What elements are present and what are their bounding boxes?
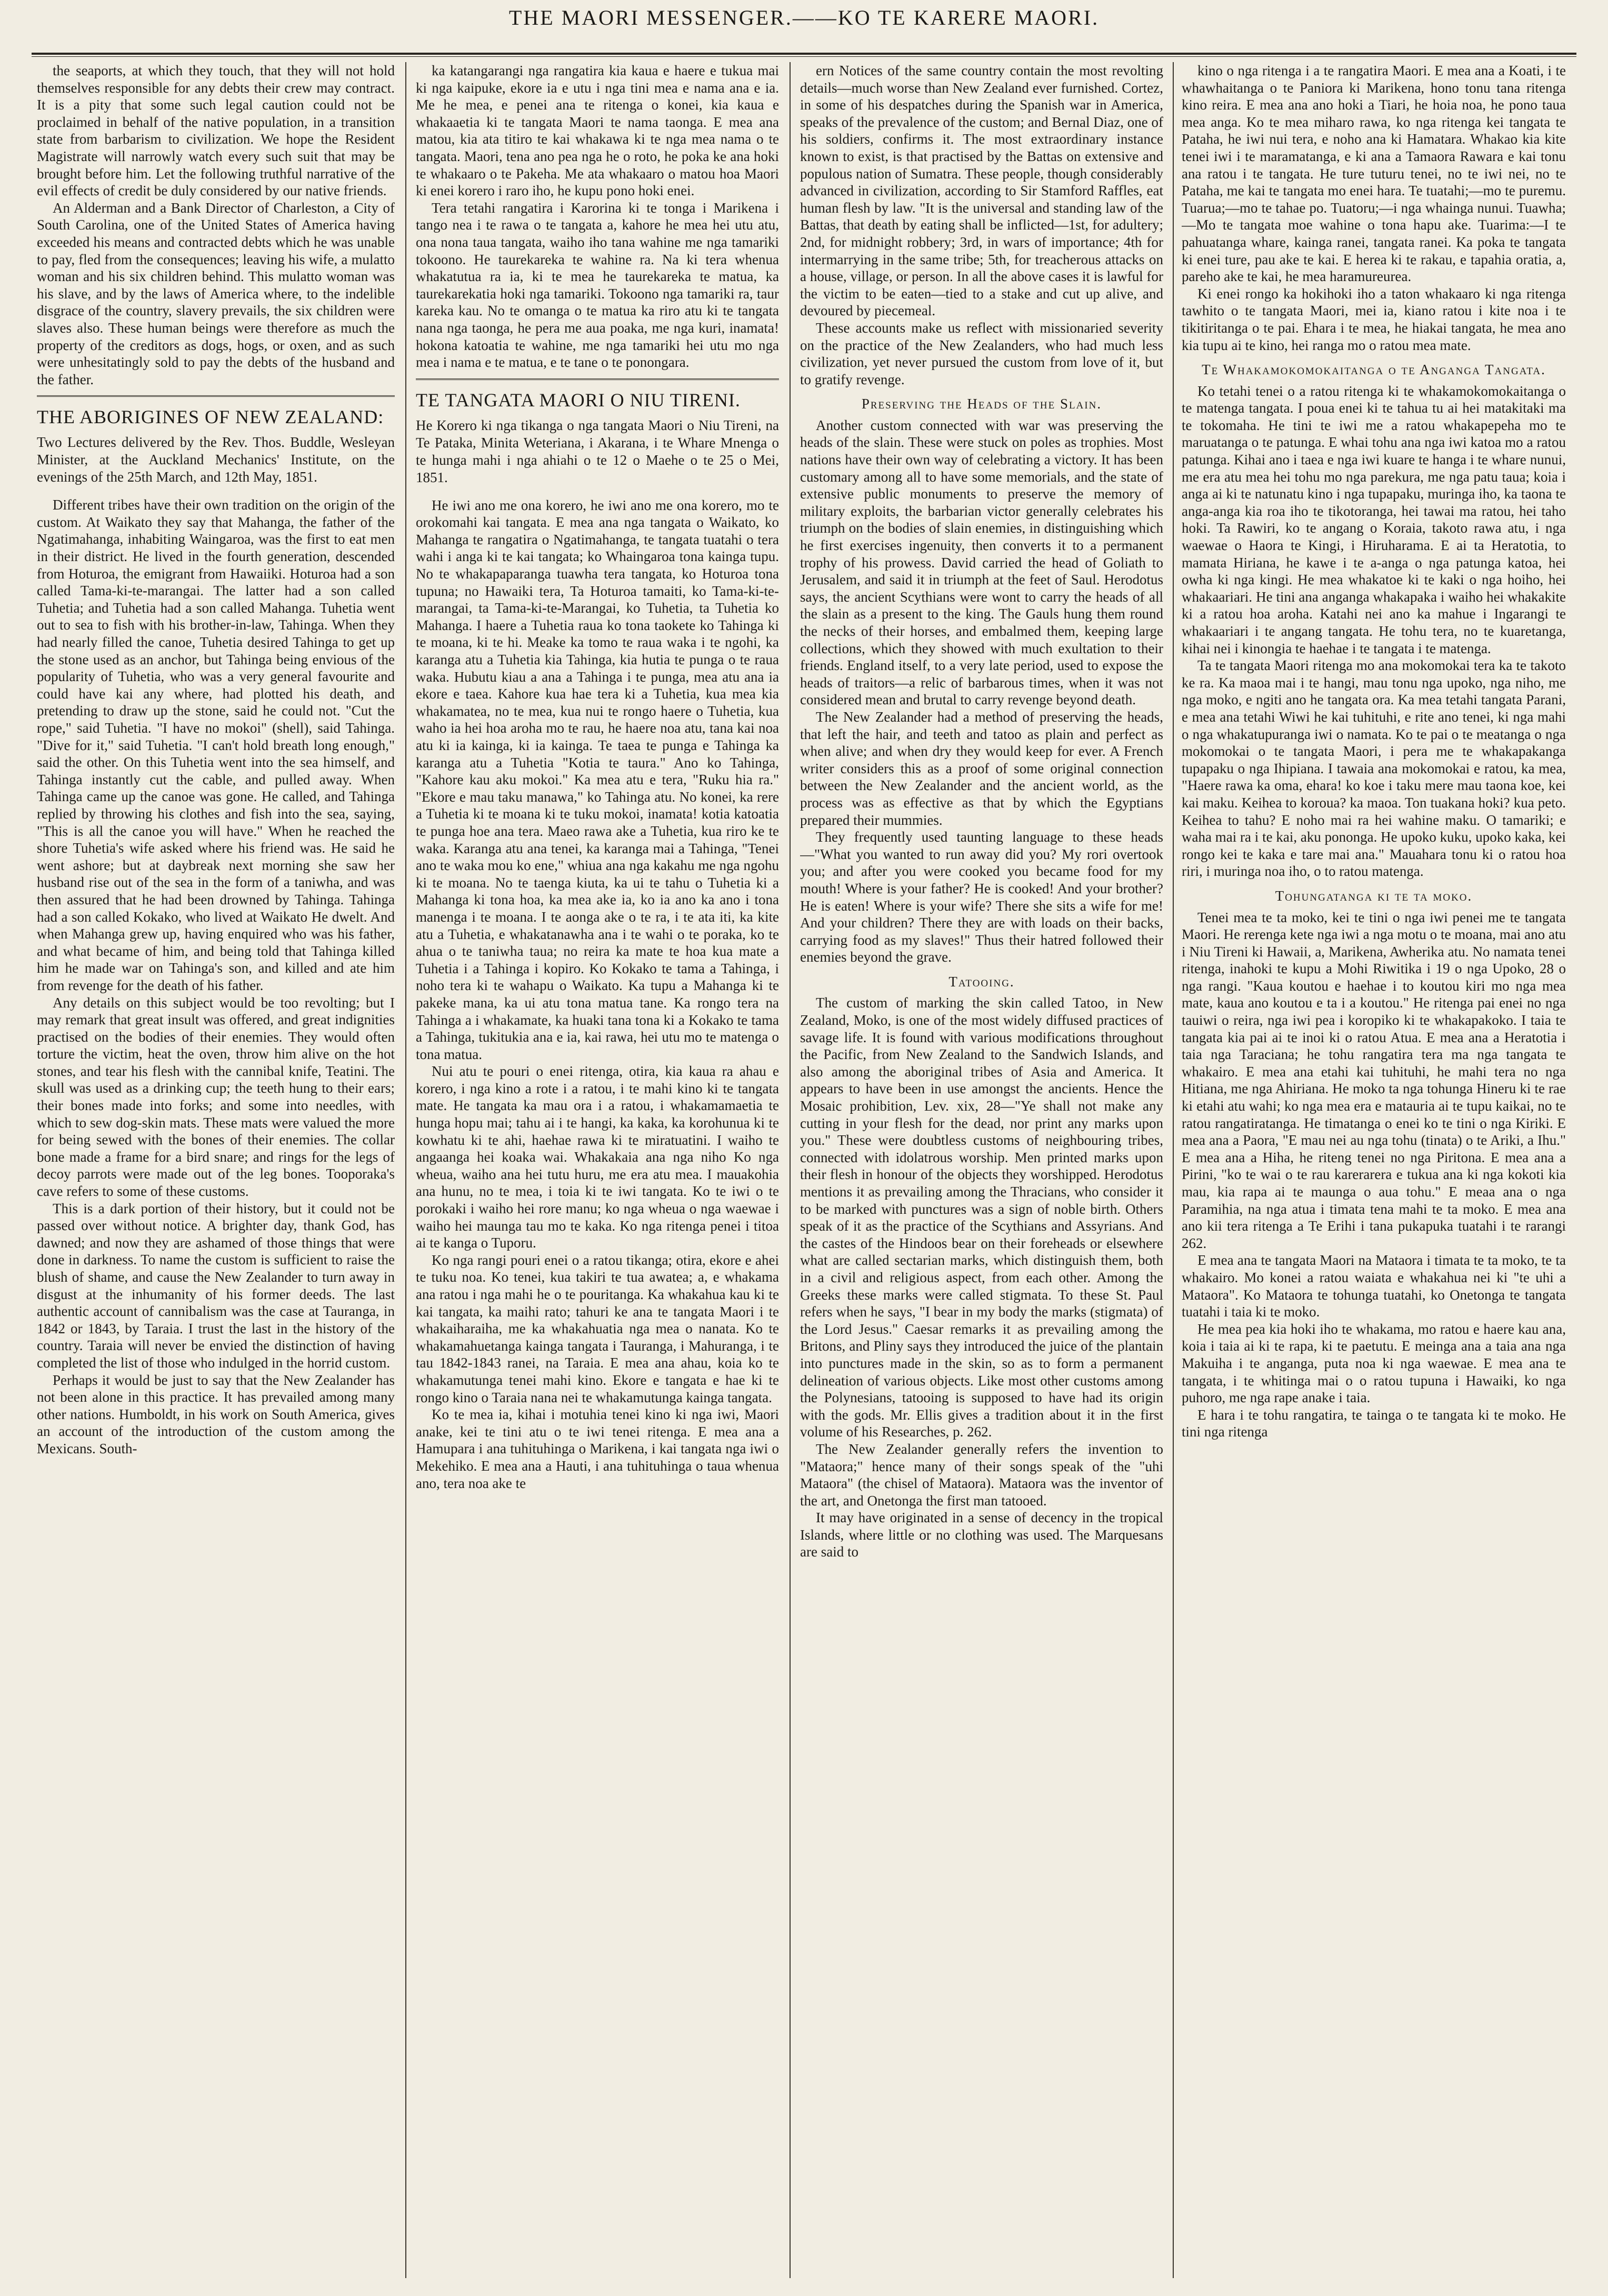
- paragraph: Perhaps it would be just to say that the New Zealander has not been alone in this practice. It has prevailed among many other nations. Humboldt, in his work on South America, gives an account of the introduction of the custom among the Mexicans. South-: [37, 1372, 395, 1456]
- paragraph: He iwi ano me ona korero, he iwi ano me ona korero, mo te orokomahi kai tangata. E mea ana nga tangata o Waikato, ko Mahanga te rangatira o Ngatimahanga, te tangata tuatahi o tera wahi i anga ki te kai tangata; ko Whaingaroa tona kainga tupu. No te whakapaparanga tuawha tera tangata, ko Hoturoa tona tupuna; no Hawaiki tera, Ta Hoturoa tamaiti, ko Tama-ki-te-marangai, ta Tama-ki-te-Marangai, ko Tuhetia, ta Tuhetia ko Mahanga. I haere a Tuhetia raua ko tona taokete ko Tahinga ki te moana, ki te hi. Meake ka tomo te raua waka i te ngohi, ka karanga atu a Tuhetia kia Tahinga, kia hutia te punga o te raua waka. Hubutu kiau a ana a Tahinga i te punga, mea atu ana ia ekore e taea. Kahore kua hae tera ki a Tuhetia, kua mea kia whakamatea, no te mea, kua nui te rongo haere o Tuhetia, kua waho ia hei hoa aroha mo te rau, he haere noa atu, tana kai noa atu ki ia kainga, ki ia kainga. Te taea te punga e Tahinga ka karanga atu a Tuhetia "Kotia te taura." Ano ko Tahinga, "Kahore kau aku mokoi." Ka mea atu e tera, "Ruku hia ra." "Ekore e mau taku manawa," ko Tahinga atu. No konei, ka rere a Tuhetia ki te moana ki te tuku mokoi, inamata! kotia katoatia te punga hoe ana tera. Maeo rawa ake a Tuhetia, kua riro ke te waka. Karanga atu ana tenei, ka karanga mai a Tahinga, "Tenei ano te waka mou ko ene," whiua ana nga kakahu me nga ngohu ki te moana. No te taenga kiuta, ka ui te tahu o Tuhetia ki a Mahanga ki tona hoa, ka mea ake ia, ko ia ano ka ano i tona manenga i te moana. I te aonga ake o te ra, i te ata iti, ka kite atu a Tuhetia, e whakatanawha ana i te wahi o te poraka, ko te ahua o te taniwha taua; no reira ka mate te hoa kua mate a Tuhetia i a Tahinga i kopiro. Ko Kokako te tama a Tahinga, i noho tera ki te wahapu o Waikato. Ka tupu a Mahanga ki te pakeke mana, ka ui atu tona matua tane. Ka rongo tera na Tahinga a i whakamate, ka huaki tana tona ki a Kokako te tama a Tahinga, tukitukia ana e ia, kai rawa, hei utu mo te matenga o tona matua.: [416, 497, 779, 1062]
- paragraph: These accounts make us reflect with missionaried severity on the practice of the New Zealanders, who had much less civilization, yet never pursued the custom from love of it, but to gratify revenge.: [800, 320, 1163, 387]
- paragraph: Ko nga rangi pouri enei o a ratou tikanga; otira, ekore e ahei te tuku noa. Ko tenei, kua takiri te tua awatea; a, e whakama ana ratou i nga mahi he o te pouritanga. Ka whakahua kau ki te kai tangata, ka maihi rato; tahuri ke ana te tangata Maori i te whakaiharaiha, me ka whakahuatia nga mea o nanata. Ko te whakamahuetanga kainga tangata i Tauranga, i Mahuranga, i te tau 1842-1843 ranei, na Taraia. E mea ana ahau, koia ko te whakamutunga tenei mahi kino. Ekore e tangata e hae ki te rongo kino o Taraia nana nei te whakamutunga kainga tangata.: [416, 1252, 779, 1405]
- column-4: [1182, 62, 1566, 2278]
- column-3: [800, 62, 1163, 2278]
- column-divider: [405, 62, 406, 2278]
- paragraph: Tera tetahi rangatira i Karorina ki te tonga i Marikena i tango nea i te rawa o te tangata a, kahore he mea hei utu atu, ona nona taua tangata, waiho iho tana wahine me nga tamariki tokoono. He taurekareka te wahine ra. Na ki tera whenua whakatutua ra ia, ki te mea he taurekareka te matua, ka taurekarekatia hoki nga tamariki. Tokoono nga tamariki ra, taur kareka kau. No te omanga o te matua ka riro atu ki te tangata nana nga taonga, he pera me aua poaka, me nga kuri, inamata! hokona katoatia te wahine, me nga tamariki hei utu mo nga mea i nama e te matua, e te tane o te ponongara.: [416, 199, 779, 371]
- paragraph: An Alderman and a Bank Director of Charleston, a City of South Carolina, one of the United States of America having exceeded his means and contracted debts which he was unable to pay, fled from the consequences; leaving his wife, a mulatto woman and his six children behind. This mulatto woman was his slave, and by the laws of America where, to the indelible disgrace of the country, slavery prevails, the six children were slaves also. These human beings were therefore as much the property of the creditors as dogs, hogs, or oxen, and as such were unhesitatingly sold to pay the debts of the husband and the father.: [37, 199, 395, 387]
- column-divider: [790, 62, 791, 2278]
- paragraph: Ko te mea ia, kihai i motuhia tenei kino ki nga iwi, Maori anake, kei te tini atu o te iwi tenei ritenga. E mea ana a Hamupara i ana tuhituhinga o Marikena, i kai tangata nga iwi o Mekehiko. E mea ana a Hauti, i ana tuhituhinga o taua whenua ano, tera noa ake te: [416, 1406, 779, 1491]
- sub-heading: Tohungatanga ki te ta moko.: [1275, 887, 1473, 904]
- paragraph: Nui atu te pouri o enei ritenga, otira, kia kaua ra ahau e korero, i nga kino a rote i a ratou, i te mahi kino ki te tangata mate. He tangata ka mau ora i a ratou, i whakamamaetia te hunga hopu mai; tahu ai i te hangi, ka kaka, ka korohunua ki te kowhatu ki te ahi, haehae rawa ki te miratuatini. I waiho te angaanga hei koaka wai. Whakakaia ana nga niho Ko nga wheua, waiho ana hei tutu huru, me era atu mea. I mauakohia ana hunu, no te mea, i toia ki te iwi tangata. Ko te iwi o te porokaki i waiho hei rore manu; ko nga wheua o nga waewae i waiho hei maunga tau mo te kaka. Ko nga ritenga penei i titoa ai te kanga o Tuporu.: [416, 1063, 779, 1251]
- paragraph: Different tribes have their own tradition on the origin of the custom. At Waikato they say that Mahanga, the father of the Ngatimahanga, inhabiting Waingaroa, was the first to eat men in their district. He lived in the fourth generation, descended from Hoturoa, the emigrant from Hawaiiki. Hoturoa had a son called Tama-ki-te-marangai. The latter had a son called Tuhetia; and Tuhetia had a son called Mahanga. Tuhetia went out to sea to fish with his brother-in-law, Tahinga. When they had nearly filled the canoe, Tuhetia desired Tahinga to get up the stone used as an anchor, but Tahinga being envious of the popularity of Tuhetia, who was a very general favourite and could have kai any where, had plotted his death, and pretending to draw up the stone, said he could not. "Cut the rope," said Tuhetia. "I have no mokoi" (shell), said Tahinga. "Dive for it," said Tuhetia. "I can't hold breath long enough," said the other. On this Tuhetia went into the sea himself, and Tahinga instantly cut the cable, and pulled away. When Tahinga came up the canoe was gone. He called, and Tahinga replied by throwing his clothes and fish into the sea, saying, "This is all the canoe you will have." When he reached the shore Tuhetia's wife asked where his friend was. He said he went ashore; but at daybreak next morning she saw her husband rise out of the sea in the form of a taniwha, and was then assured that he had been drowned by Tahinga. Tahinga had a son called Kokako, who lived at Waikato He dwelt. And when Mahanga grew up, having enquired who was his father, and what became of him, and being told that Tahinga killed him he made war on Tahinga's son, and killed and ate him from revenge for the death of his father.: [37, 497, 395, 993]
- paragraph: This is a dark portion of their history, but it could not be passed over without notice. A brighter day, thank God, has dawned; and now they are ashamed of those things that were done in darkness. To name the custom is sufficient to raise the blush of shame, and cause the New Zealander to turn away in disgust at the inhumanity of his former deeds. The last authentic account of cannibalism was the case at Tauranga, in 1842 or 1843, by Taraia. I trust the last in the history of the country. Taraia will never be envied the distinction of having completed the list of those who indulged in the horrid custom.: [37, 1200, 395, 1371]
- byline: Two Lectures delivered by the Rev. Thos. Buddle, Wesleyan Minister, at the Auckland Mechanics' Institute, on the evenings of the 25th March, and 12th May, 1851.: [37, 434, 395, 485]
- paragraph: Ki enei rongo ka hokihoki iho a taton whakaaro ki nga ritenga tawhito o te tangata Maori, mei ia, kiano ratou i kite noa i te tikitiritanga o te pai. Ehara i te mea, he hiakai tangata, he mea ano kia tupu ai te kino, hei ranga mo o ratou mea mate.: [1182, 285, 1566, 353]
- masthead: THE MAORI MESSENGER.——KO TE KARERE MAORI.: [508, 6, 1100, 29]
- sub-heading: Tatooing.: [948, 973, 1015, 990]
- section-heading: THE ABORIGINES OF NEW ZEALAND:: [37, 395, 395, 428]
- paragraph: the seaports, at which they touch, that they will not hold themselves responsible for any debts their crew may contract. It is a pity that some such legal caution could not be proclaimed in behalf of the native population, in a transition state from barbarism to civilization. We hope the Resident Magistrate will narrowly watch every such suit that may be brought before him. Let the following truthful narrative of the evil effects of credit be duly considered by our native friends.: [37, 63, 395, 199]
- paragraph: kino o nga ritenga i a te rangatira Maori. E mea ana a Koati, i te whawhaitanga o te Paniora ki Marikena, hono tonu tana ritenga kino reira. E mea ana ano hoki a Tiari, he hoia noa, he pono taua mea anga. Ko te mea miharo rawa, ko nga ritenga kei tangata te Pataha, he iwi nui tera, e noho ana ki Hamatara. Whakao kia kite tenei iwi i te maramatanga, e ki ana a Tamaora Rawara e kai tonu ana ratou i te tangata. He ture tuturu tenei, no te iwi nei, no te Pataha, me kai te tangata mo enei hara. Te tuatahi;—mo te puremu. Tuarua;—mo te tahae po. Tuatoru;—i nga whainga nunui. Tuawha;—Mo te tangata moe wahine o tona hapu ake. Tuarima:—I te pahuatanga whare, kainga ranei, tangata ranei. Ka poka te tangata ki enei ture, pau ake te kai. E herea ki te rakau, e tapahia oratia, a, pareho ake te kai, he mea haramureurea.: [1182, 63, 1566, 285]
- paragraph: The New Zealander generally refers the invention to "Mataora;" hence many of their songs speak of the "uhi Mataora" (the chisel of Mataora). Mataora was the inventor of the art, and Onetonga the first man tatooed.: [800, 1441, 1163, 1509]
- sub-heading: Te Whakamokomokaitanga o te Anganga Tangata.: [1202, 362, 1546, 378]
- paragraph: Ta te tangata Maori ritenga mo ana mokomokai tera ka te takoto ke ra. Ka maoa mai i te hangi, mau tonu nga upoko, nga niho, me nga moko, e ngiti ano he tangata ora. Ka mea tetahi tangata Parani, e mea ana tetahi Wiwi he kai tuhituhi, e rite ano tenei, ki nga mahi o nga whakatupuranga iwi o namata. Ko te pai o te meatanga o nga mokomokai o te tangata Maori, i pera me te whakapakanga tupapaku o nga Ihipiana. I tawaia ana mokomokai e ratou, ka mea, "Haere rawa ka oma, ehara! ko koe i taku mere mau taona koe, kei kai maku. Keihea to koroua? ka maoa. Ton tuakana hoki? kua peto. Keihea to tahu? E noho mai ra hei wahine maku. O tamariki; e waha mai ra i te kai, aku pononga. He upoko kuku, upoko kaka, kei rongo kei te kaka e tare mai ana." Mauahara tonu ki o ratou hoa riri, i muringa noa iho, o to ratou matenga.: [1182, 657, 1566, 880]
- masthead-rule: [32, 53, 1576, 57]
- byline: He Korero ki nga tikanga o nga tangata Maori o Niu Tireni, na Te Pataka, Minita Weteriana, i Akarana, i te Whare Mnenga o te hunga mahi i nga ahiahi o te 12 o Maehe o te 25 o Mei, 1851.: [416, 417, 779, 485]
- paragraph: E mea ana te tangata Maori na Mataora i timata te ta moko, te ta whakairo. Mo konei a ratou waiata e whakahua nei ki "te uhi a Mataora". Ko Mataora te tohunga tuatahi, ko Onetonga te tangata tuatahi i taia ki te moko.: [1182, 1252, 1566, 1320]
- column-1: [37, 62, 395, 2278]
- paragraph: He mea pea kia hoki iho te whakama, mo ratou e haere kau ana, koia i taia ai ki te rapa, ki te paetutu. E meinga ana a taia ana nga Makuiha i te anganga, puta noa ki nga waewae. E mea ana te tangata, i te whitinga mai o o ratou tupuna i Hawaiki, ko nga puhoro, me nga rape anake i taia.: [1182, 1321, 1566, 1406]
- column-2: [416, 62, 779, 2278]
- paragraph: Tenei mea te ta moko, kei te tini o nga iwi penei me te tangata Maori. He rerenga kete nga iwi a nga motu o te moana, mai ano atu i Niu Tireni ki Hawaii, a, Marikena, Awherika atu. No namata tenei ritenga, inahoki te kupu a Mohi Riwitika i 19 o nga Upoko, 28 o nga rangi. "Kaua koutou e haehae i to koutou kiri mo nga mea mate, kaua ano koutou e ta i a koutou." He ritenga pai enei no nga tauiwi o reira, nga iwi pea i koropiko ki te whakapakoko. I taia te tangata kia pai ai te inoi ki o ratou Atua. E mea ana a Heratotia i taia nga Taraciana; he tohu rangatira tera ma nga tangata te whakairo. E mea ana etahi kai tuhituhi, he mahi tera no nga Hitiana, me nga Ahiriana. He moko ta nga tohunga Hineru ki te rae ki etahi atu wahi; ko nga mea era e matauria ai te tupu kaikai, no te ratou rangatiratanga. He timatanga o enei ko te tini o nga Kiriki. E mea ana a Paora, "E mau nei au nga tohu (tinata) o te Ariki, a Ihu." E mea ana a Hiha, he riteng tenei no nga Piritona. E mea ana a Pirini, "ko te wai o te rau karerarera e tukua ana ki nga kokoti kia mau, kia rapa ai te maunga o aua tohu." E meaa ana o nga Paramihia, na nga atua i timata tena mahi te ta moko. E mea ana ano kii tera ritenga a Te Erihi i tana pukapuka tuatahi i te rarangi 262.: [1182, 909, 1566, 1251]
- paragraph: Ko tetahi tenei o a ratou ritenga ki te whakamokomokaitanga o te matenga tangata. I poua enei ki te tahua tu ai hei matakitaki ma te tokomaha. He tini te iwi me a ratou whakapepeha mo te maruatanga o te patunga. E whai tohu ana nga iwi katoa mo a ratou patunga. Kihai ano i taea e nga iwi kuare te hanga i te whare nunui, me era atu mea hei tohu mo nga parekura, me nga patu taua; koia i anga ai ki te natunatu kino i nga tupapaku, muringa iho, ka taona te anga-anga kia roa iho te tikotoranga, hei tawai ma ratou, hei taho hoki. Ta Rawiri, ko te angang o Koraia, takoto rawa atu, i nga waewae o Haora te Kingi, i Hiruharama. E ai ta Heratotia, to mamata Hiriana, he kawe i te a-anga o nga patunga katoa, hei owha ki nga kingi. He mea whakatoe ki te kaki o nga hoiho, hei whakaariari. He tini ana anganga whakapaka i waiho hei whakakite ki a ratou hoa aroha. Katahi nei ano ka mahue i Ingarangi te whakaariari i te angang tangata. He tohu tera, no te kuaretanga, kihai nei i kinongia te haehae i te tangata i te matenga.: [1182, 383, 1566, 656]
- paragraph: They frequently used taunting language to these heads—"What you wanted to run away did you? My rori overtook you; and after you were cooked you became food for my mouth! Where is your father? He is cooked! And your brother? He is eaten! Where is your wife? There she sits a wife for me! And your children? There they are with loads on their backs, carrying food as my slaves!" Thus their hatred followed their enemies beyond the grave.: [800, 829, 1163, 965]
- sub-heading: Preserving the Heads of the Slain.: [861, 396, 1102, 412]
- paragraph: ka katangarangi nga rangatira kia kaua e haere e tukua mai ki nga kaipuke, ekore ia e utu i nga tini mea e nama ana e ia. Me he mea, e penei ana te ritenga o konei, kia kaua e whakaaetia ki te tangata Maori te nama taonga. E mea ana matou, kia ata titiro te kai whakawa ki te nga mea nama o te tangata. Maori, tena ano pea nga he o roto, he poka ke ana hoki te whakaaro o te Pakeha. Me ata whakaaro o matou hoa Maori ki enei korero i raro iho, he kupu pono hoki enei.: [416, 63, 779, 199]
- section-heading: TE TANGATA MAORI O NIU TIRENI.: [416, 378, 779, 412]
- paragraph: The custom of marking the skin called Tatoo, in New Zealand, Moko, is one of the most widely diffused practices of savage life. It is found with various modifications throughout the Pacific, from New Zealand to the Sandwich Islands, and also among the aboriginal tribes of Asia and America. It appears to have been in use amongst the ancients. Hence the Mosaic prohibition, Lev. xix, 28—"Ye shall not make any cutting in your flesh for the dead, nor print any marks upon you." These were doubtless customs of neighbouring tribes, connected with idolatrous worship. Men printed marks upon their flesh in honour of the objects they worshipped. Herodotus mentions it as prevailing among the Thracians, who consider it to be marked with punctures was a sign of noble birth. Others speak of it as the practice of the Scythians and Assyrians. And the castes of the Hindoos bear on their foreheads or elsewhere what are called sectarian marks, which distinguish them, both in a civil and religious aspect, from each other. Among the Greeks these marks were called stigmata. To these St. Paul refers when he says, "I bear in my body the marks (stigmata) of the Lord Jesus." Caesar remarks it as prevailing among the Britons, and Pliny says they introduced the juice of the plantain into punctures made in the skin, so as to form a permanent delineation of various objects. Like most other customs among the Polynesians, tatooing is supposed to have had its origin with the gods. Mr. Ellis gives a tradition about it in the first volume of his Researches, p. 262.: [800, 995, 1163, 1440]
- paragraph: ern Notices of the same country contain the most revolting details—much worse than New Zealand ever furnished. Cortez, in some of his despatches during the Spanish war in America, speaks of the prevalence of the custom; and Bernal Diaz, one of his soldiers, confirms it. The most extraordinary instance known to exist, is that practised by the Battas on extensive and populous nation of Sumatra. These people, though considerably advanced in civilization, according to Sir Stamford Raffles, eat human flesh by law. "It is the universal and standing law of the Battas, that death by eating shall be inflicted—1st, for adultery; 2nd, for midnight robbery; 3rd, in wars of importance; 4th for intermarrying in the same tribe; 5th, for treacherous attacks on a house, village, or person. In all the above cases it is lawful for the victim to be eaten—tied to a stake and cut up alive, and devoured by piecemeal.: [800, 63, 1163, 319]
- column-divider: [1173, 62, 1174, 2278]
- paragraph: It may have originated in a sense of decency in the tropical Islands, where little or no clothing was used. The Marquesans are said to: [800, 1510, 1163, 1560]
- paragraph: E hara i te tohu rangatira, te tainga o te tangata ki te moko. He tini nga ritenga: [1182, 1406, 1566, 1440]
- paragraph: Any details on this subject would be too revolting; but I may remark that great insult was offered, and great indignities practised on the bodies of their enemies. They would often torture the victim, heat the oven, throw him alive on the hot stones, and tear his flesh with the cannibal knife, Teatini. The skull was used as a drinking cup; the teeth hung to their ears; their bones made into forks; and some into needles, with which to sew dog-skin mats. These mats were valued the more for being sewed with the bones of their enemies. The collar bone made a frame for a bird snare; and rings for the legs of decoy parrots were made out of the leg bones. Tooporaka's cave refers to some of these customs.: [37, 994, 395, 1200]
- paragraph: Another custom connected with war was preserving the heads of the slain. These were stuck on poles as trophies. Most nations have their own way of celebrating a victory. It has been customary among all to have some memorials, and the state of extensive public monuments to preserve the memory of military exploits, the barbarian victor generally celebrates his triumph on the bodies of slain enemies, in distinguishing which he first exercises ingenuity, then converts it to a permanent trophy of his prowess. David carried the head of Goliath to Jerusalem, and said it in triumph at the feet of Saul. Herodotus says, the ancient Scythians were wont to carry the heads of all the slain as a present to the king. The Gauls hung them round the necks of their horses, and embalmed them, keeping large collections, which they showed with much exultation to their friends. England itself, to a very late period, used to expose the heads of traitors—a relic of barbarous times, when it was not considered mean and brutal to carry revenge beyond death.: [800, 417, 1163, 708]
- paragraph: The New Zealander had a method of preserving the heads, that left the hair, and teeth and tatoo as plain and perfect as when alive; and when dry they would keep for ever. A French writer considers this as a proof of some original connection between the New Zealander and the ancient world, as the process was as effective as that by which the Egyptians prepared their mummies.: [800, 708, 1163, 828]
